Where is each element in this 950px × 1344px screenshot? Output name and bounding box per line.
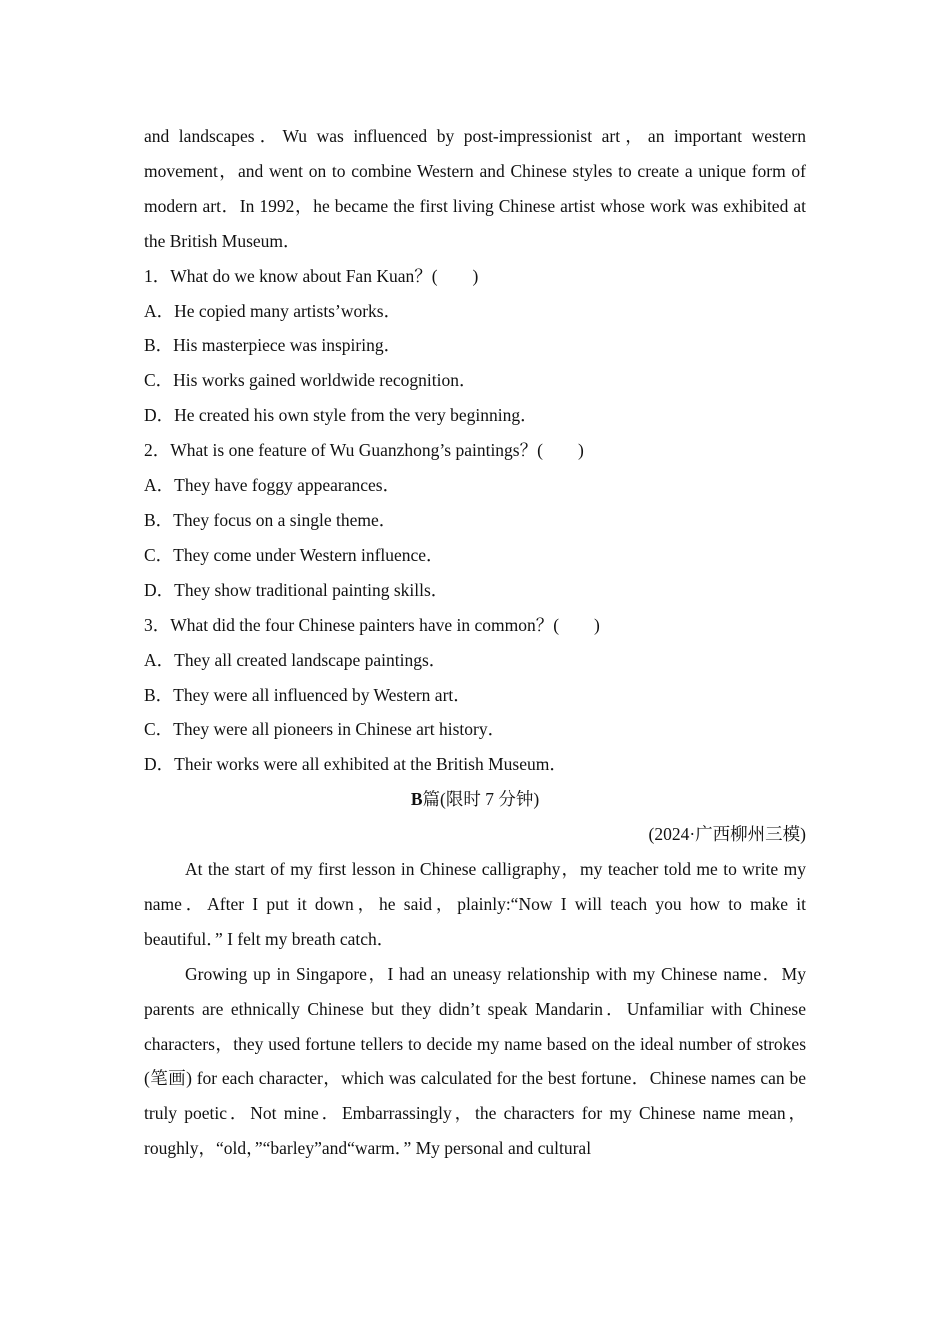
section-b-source: (2024·广西柳州三模) (648, 824, 806, 845)
passage-b-paragraph-1: At the start of my first lesson in Chinese calligraphy，my teacher told me to write my name．After I put it down，he said，plainly:“Now I will teach you how to make it beautiful．” I felt my breath catch． (144, 859, 806, 949)
passage-b-paragraph-2: Growing up in Singapore，I had an uneasy relationship with my Chinese name．My parents are ethnically Chinese but they didn’t speak Mandarin．Unfamiliar with Chinese characters，they used fortune tellers to decide my name based on the ideal number of strokes (笔画) for each character，which was calculated for the best fortune．Chinese names can be truly poetic．Not mine．Embarrassingly，the characters for my Chinese name mean，roughly，“old，”“barley”and“warm．” My personal and cultural (144, 963, 806, 1159)
question-stem: 1．What do we know about Fan Kuan？( ) (144, 265, 479, 286)
option-d: D．They show traditional painting skills． (144, 579, 449, 600)
option-a: A．They have foggy appearances． (144, 475, 401, 496)
section-b-label: B (410, 789, 423, 810)
question-2 (144, 433, 806, 608)
passage-a-ending: and landscapes．Wu was influenced by post-impressionist art，an important western movement，and went on to combine Western and Chinese styles to create a unique form of modern art．In 1992，he became the first living Chinese artist whose work was exhibited at the British Museum． (144, 126, 806, 251)
option-b: B．They focus on a single theme． (144, 509, 397, 530)
section-b-title: 篇(限时 7 分钟) (422, 789, 540, 810)
question-stem: 3．What did the four Chinese painters have in common？( ) (144, 614, 600, 635)
option-c: C．They come under Western influence． (144, 544, 444, 565)
option-a: A．He copied many artists’works． (144, 300, 402, 321)
option-b: B．They were all influenced by Western art． (144, 684, 471, 705)
section-b-heading (144, 782, 806, 817)
option-a: A．They all created landscape paintings． (144, 649, 447, 670)
option-c: C．They were all pioneers in Chinese art history． (144, 719, 506, 740)
question-stem: 2．What is one feature of Wu Guanzhong’s paintings？( ) (144, 440, 584, 461)
document-page (144, 119, 806, 1166)
option-d: D．Their works were all exhibited at the British Museum． (144, 754, 567, 775)
option-c: C．His works gained worldwide recognition． (144, 370, 477, 391)
question-1 (144, 259, 806, 434)
option-b: B．His masterpiece was inspiring． (144, 335, 402, 356)
option-d: D．He created his own style from the very beginning． (144, 405, 538, 426)
question-3 (144, 608, 806, 783)
